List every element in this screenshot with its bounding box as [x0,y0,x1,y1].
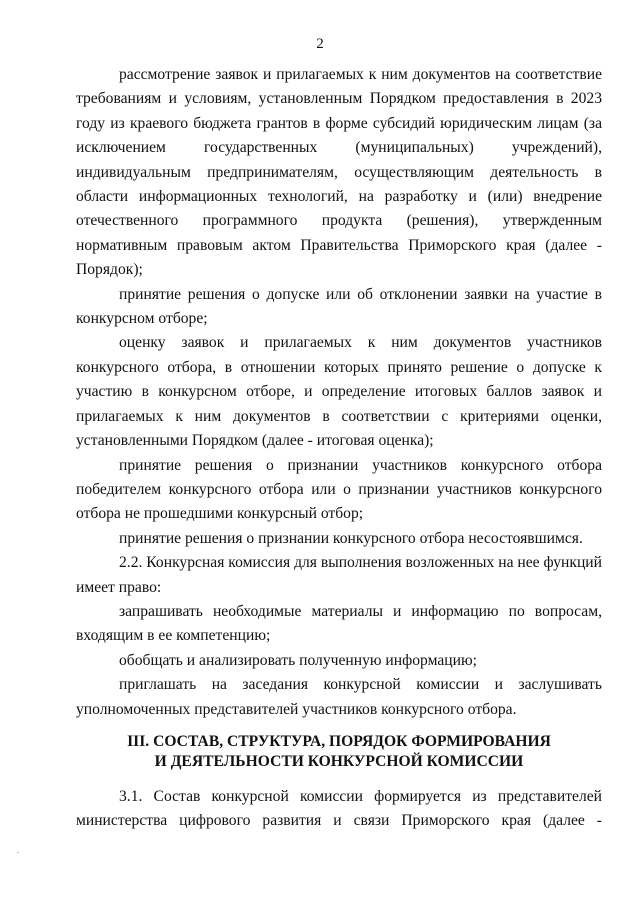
page-number: 2 [316,36,324,52]
paragraph-admission-decision: принятие решения о допуске или об отклонении заявки на участие в конкурсном отборе; [76,285,602,328]
paragraph-failed-selection: принятие решения о признании конкурсного отбора несостоявшимся. [119,529,583,547]
section-heading [76,732,602,772]
paragraph-commission-rights: 2.2. Конкурсная комиссия для выполнения возложенных на нее функций имеет право: [76,554,602,596]
section-heading-line-2: И ДЕЯТЕЛЬНОСТИ КОНКУРСНОЙ КОМИССИИ [154,752,524,770]
document-body [76,63,602,834]
paragraph-analyze-information: обобщать и анализировать полученную информацию; [119,651,477,669]
paragraph-request-materials: запрашивать необходимые материалы и информацию по вопросам, входящим в ее компетенцию; [76,602,602,645]
paragraph-review-applications: рассмотрение заявок и прилагаемых к ним документов на соответствие требованиям и условиям, установленным Порядком предоставления в 2023 году из краевого бюджета грантов в форме субсидий юридическим лицам (за исключением государственных (муниципальных) учреждений), индивидуальным предпринимателям, осуществляющим деятельность в области информационных технологий, на разработку и (или) внедрение отечественного программного продукта (решения), утвержденным нормативным правовым актом Правительства Приморского края (далее - Порядок); [76,66,602,279]
section-heading-line-1: III. СОСТАВ, СТРУКТУРА, ПОРЯДОК ФОРМИРОВАНИЯ [127,732,551,750]
paragraph-commission-composition: 3.1. Состав конкурсной комиссии формируется из представителей министерства цифрового развития и связи Приморского края (далее - [76,787,602,830]
paragraph-winner-decision: принятие решения о признании участников конкурсного отбора победителем конкурсного отбора или о признании участников конкурсного отбора не прошедшими конкурсный отбор; [76,456,602,523]
paragraph-invite-representatives: приглашать на заседания конкурсной комиссии и заслушивать уполномоченных представителей участников конкурсного отбора. [76,676,602,718]
paragraph-evaluation: оценку заявок и прилагаемых к ним документов участников конкурсного отбора, в отношении которых принято решение о допуске к участию в конкурсном отборе, и определение итоговых баллов заявок и прилагаемых к ним документов в соответствии с критериями оценки, установленными Порядком (далее - итоговая оценка); [76,334,602,450]
margin-mark: . [17,846,19,855]
